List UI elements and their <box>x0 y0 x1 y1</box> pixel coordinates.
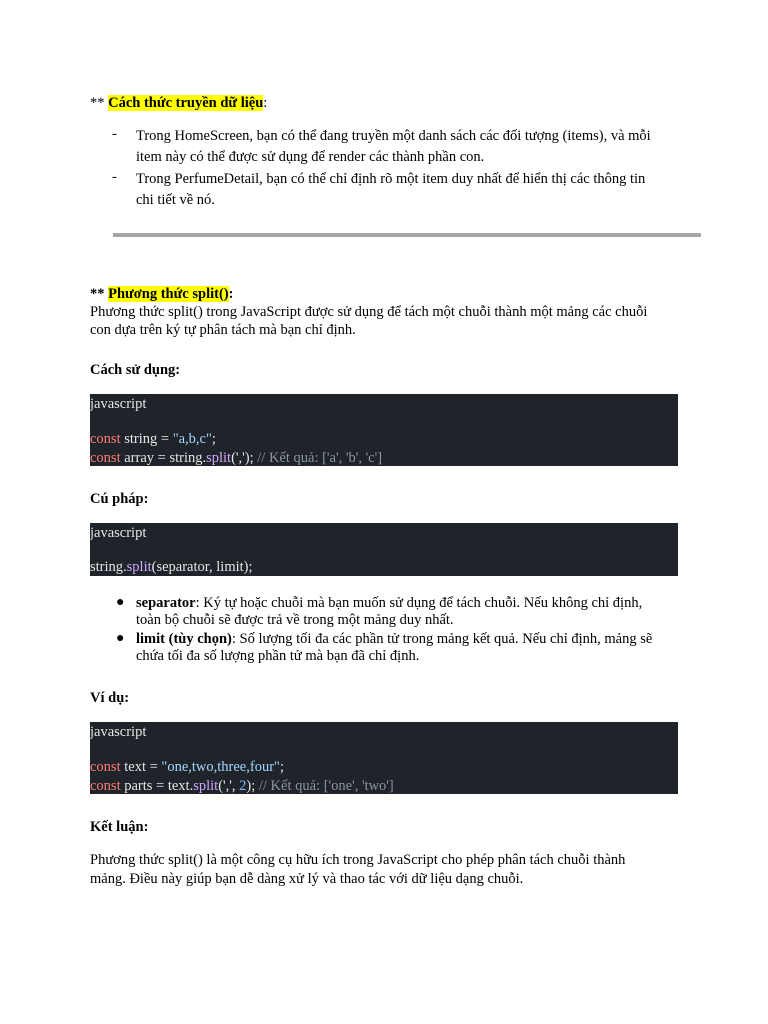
list-item <box>136 169 686 211</box>
code-keyword: const <box>90 759 121 775</box>
paragraph-line: Phương thức split() là một công cụ hữu ích trong JavaScript cho phép phân tách chuỗi thành <box>90 852 626 868</box>
list-item <box>136 595 681 629</box>
code-keyword: const <box>90 450 121 466</box>
heading-prefix: ** <box>90 95 109 111</box>
conclusion-heading: Kết luận: <box>90 819 149 835</box>
list-item-line <box>136 595 681 612</box>
code-function: split <box>206 450 232 466</box>
code-line <box>90 777 394 795</box>
split-intro-paragraph <box>90 303 647 339</box>
code-keyword: const <box>90 431 121 447</box>
code-language-label: javascript <box>90 525 147 541</box>
code-language-label: javascript <box>90 396 147 412</box>
code-text: text = <box>120 759 162 775</box>
usage-heading: Cách sử dụng: <box>90 362 181 378</box>
code-string: "one,two,three,four" <box>161 759 280 775</box>
conclusion-paragraph <box>90 851 625 889</box>
syntax-heading: Cú pháp: <box>90 491 149 507</box>
section-heading-data-passing <box>90 93 267 113</box>
code-comment: // Kết quả: ['a', 'b', 'c'] <box>257 450 383 466</box>
list-marker: - <box>112 126 117 142</box>
code-language-label: javascript <box>90 724 147 740</box>
list-marker: - <box>112 169 117 185</box>
list-item <box>136 631 681 665</box>
code-function: split <box>193 778 219 794</box>
code-line <box>90 558 253 576</box>
heading-highlight: Phương thức split() <box>108 286 229 302</box>
code-text: array = string. <box>120 450 207 466</box>
code-block-usage <box>90 394 678 466</box>
example-heading: Ví dụ: <box>90 690 130 706</box>
list-item-line <box>136 631 681 648</box>
code-line <box>90 430 216 448</box>
heading-highlight: Cách thức truyền dữ liệu <box>108 95 264 111</box>
code-block-syntax <box>90 523 678 576</box>
section-heading-split <box>90 285 233 303</box>
heading-prefix: ** <box>90 286 109 302</box>
code-keyword: const <box>90 778 121 794</box>
code-text: ); <box>246 778 259 794</box>
paragraph-line: con dựa trên ký tự phân tách mà bạn chỉ định. <box>90 322 356 338</box>
paragraph-line: Phương thức split() trong JavaScript được sử dụng để tách một chuỗi thành một mảng các chuỗi <box>90 304 648 320</box>
paragraph-line: mảng. Điều này giúp bạn dễ dàng xử lý và thao tác với dữ liệu dạng chuỗi. <box>90 871 524 887</box>
list-item-line: chứa tối đa số lượng phần tử mà bạn đã chỉ định. <box>136 648 420 664</box>
list-item-line: chi tiết về nó. <box>136 192 215 208</box>
horizontal-rule <box>113 233 701 237</box>
code-string: "a,b,c" <box>172 431 212 447</box>
code-function: split <box>126 559 152 575</box>
param-name: limit (tùy chọn) <box>136 631 232 647</box>
heading-suffix: : <box>228 286 234 302</box>
code-line <box>90 758 284 776</box>
heading-suffix: : <box>263 95 268 111</box>
code-text: string. <box>90 559 127 575</box>
param-desc: : Số lượng tối đa các phần tử trong mảng kết quả. Nếu chỉ định, mảng sẽ <box>231 631 653 647</box>
param-desc: : Ký tự hoặc chuỗi mà bạn muốn sử dụng để tách chuỗi. Nếu không chỉ định, <box>195 595 643 611</box>
code-line <box>90 449 382 467</box>
code-text: ; <box>279 759 284 775</box>
code-text: (separator, limit); <box>151 559 253 575</box>
list-item <box>136 126 686 168</box>
list-item-line: Trong HomeScreen, bạn có thể đang truyền một danh sách các đối tượng (items), và mỗi <box>136 128 651 144</box>
code-text: ; <box>211 431 216 447</box>
code-text: parts = text. <box>120 778 194 794</box>
code-number: 2 <box>239 778 247 794</box>
code-text: (','); <box>231 450 258 466</box>
list-item-line: toàn bộ chuỗi sẽ được trả về trong một mảng duy nhất. <box>136 612 454 628</box>
bullet-icon: ● <box>116 631 125 646</box>
list-item-line: Trong PerfumeDetail, bạn có thể chỉ định rõ một item duy nhất để hiển thị các thông tin <box>136 171 646 187</box>
code-block-example <box>90 722 678 794</box>
code-comment: // Kết quả: ['one', 'two'] <box>258 778 394 794</box>
code-text: (',', <box>218 778 240 794</box>
list-item-line: item này có thể được sử dụng để render các thành phần con. <box>136 149 485 165</box>
param-name: separator <box>136 595 196 611</box>
bullet-icon: ● <box>116 595 125 610</box>
code-text: string = <box>120 431 173 447</box>
